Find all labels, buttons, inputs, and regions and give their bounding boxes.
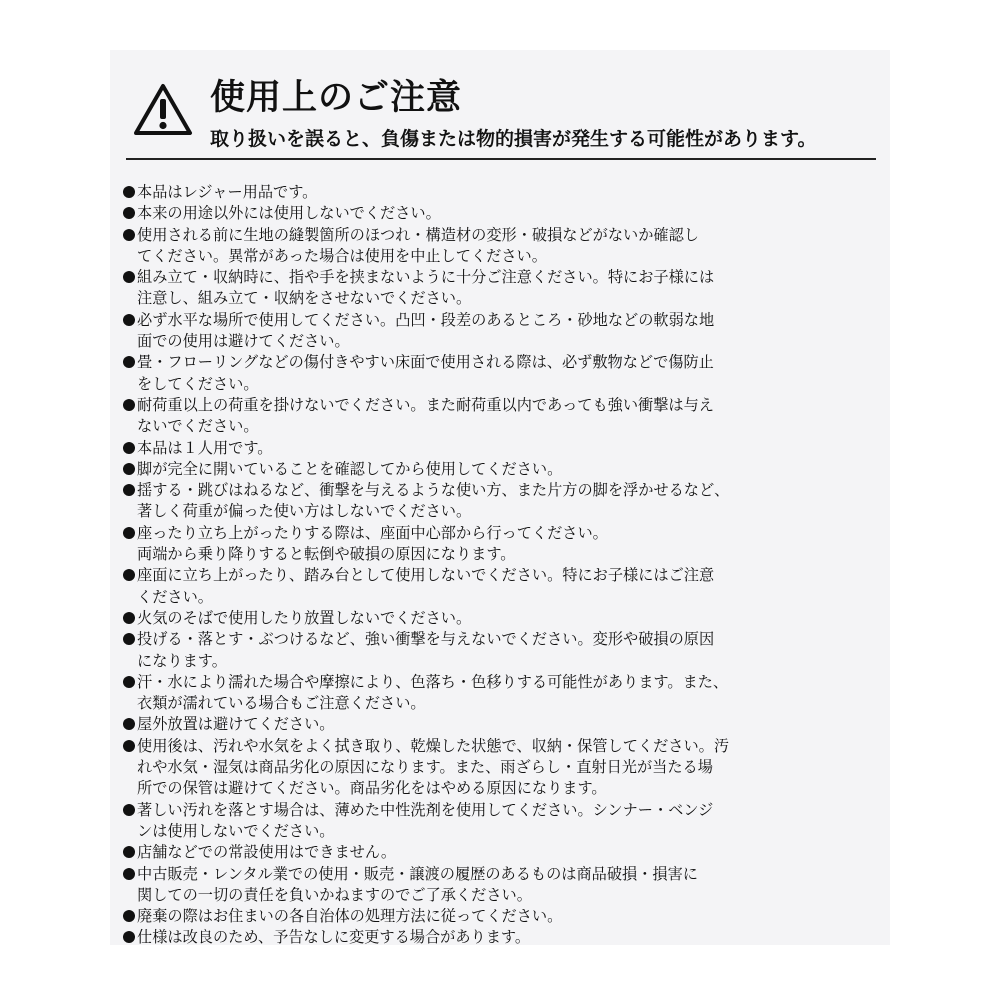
caution-item: 座面に立ち上がったり、踏み台として使用しないでください。特にお子様にはご注意 ください。 — [123, 565, 867, 608]
caution-item: 仕様は改良のため、予告なしに変更する場合があります。 — [123, 927, 867, 948]
caution-item: 本品は１人用です。 — [123, 438, 867, 459]
caution-item: 座ったり立ち上がったりする際は、座面中心部から行ってください。 両端から乗り降りすると転倒や破損の原因になります。 — [123, 523, 867, 566]
caution-item: 揺する・跳びはねるなど、衝撃を与えるような使い方、また片方の脚を浮かせるなど、 著しく荷重が偏った使い方はしないでください。 — [123, 480, 867, 523]
caution-item: 汗・水により濡れた場合や摩擦により、色落ち・色移りする可能性があります。また、 衣類が濡れている場合もご注意ください。 — [123, 672, 867, 715]
caution-item: 著しい汚れを落とす場合は、薄めた中性洗剤を使用してください。シンナー・ベンジ ンは使用しないでください。 — [123, 800, 867, 843]
caution-item: 本品はレジャー用品です。 — [123, 182, 867, 203]
caution-item: 必ず水平な場所で使用してください。凸凹・段差のあるところ・砂地などの軟弱な地 面での使用は避けてください。 — [123, 310, 867, 353]
caution-item: 耐荷重以上の荷重を掛けないでください。また耐荷重以内であっても強い衝撃は与え ないでください。 — [123, 395, 867, 438]
caution-item: 使用後は、汚れや水気をよく拭き取り、乾燥した状態で、収納・保管してください。汚 れや水気・湿気は商品劣化の原因になります。また、雨ざらし・直射日光が当たる場 所での保管は避けてください。商品劣化をはやめる原因になります。 — [123, 736, 867, 800]
caution-item: 中古販売・レンタル業での使用・販売・譲渡の履歴のあるものは商品破損・損害に 関しての一切の責任を負いかねますのでご了承ください。 — [123, 864, 867, 907]
warning-triangle-icon — [132, 82, 194, 138]
caution-item: 組み立て・収納時に、指や手を挟まないように十分ご注意ください。特にお子様には 注意し、組み立て・収納をさせないでください。 — [123, 267, 867, 310]
caution-item: 投げる・落とす・ぶつけるなど、強い衝撃を与えないでください。変形や破損の原因 になります。 — [123, 629, 867, 672]
caution-item: 使用される前に生地の縫製箇所のほつれ・構造材の変形・破損などがないか確認し てください。異常があった場合は使用を中止してください。 — [123, 225, 867, 268]
page-title: 使用上のご注意 — [210, 78, 463, 118]
caution-item: 店舗などでの常設使用はできません。 — [123, 842, 867, 863]
header-divider — [126, 158, 876, 160]
caution-item: 廃棄の際はお住まいの各自治体の処理方法に従ってください。 — [123, 906, 867, 927]
caution-item: 火気のそばで使用したり放置しないでください。 — [123, 608, 867, 629]
caution-item: 屋外放置は避けてください。 — [123, 714, 867, 735]
caution-item: 畳・フローリングなどの傷付きやすい床面で使用される際は、必ず敷物などで傷防止 をしてください。 — [123, 352, 867, 395]
caution-item: 脚が完全に開いていることを確認してから使用してください。 — [123, 459, 867, 480]
caution-list — [123, 182, 867, 949]
caution-item: 本来の用途以外には使用しないでください。 — [123, 203, 867, 224]
warning-subtitle: 取り扱いを誤ると、負傷または物的損害が発生する可能性があります。 — [210, 128, 817, 150]
